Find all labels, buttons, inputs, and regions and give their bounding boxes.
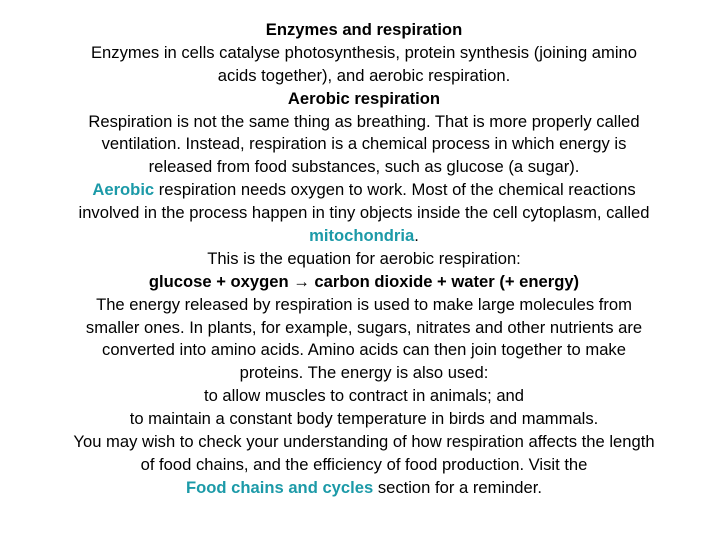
mitochondria-keyword: mitochondria bbox=[309, 226, 415, 246]
para1-line-3: released from food substances, such as glucose (a sugar). bbox=[148, 157, 580, 177]
para2-line-1-text: respiration needs oxygen to work. Most of the chemical reactions bbox=[154, 180, 636, 200]
food-chains-link[interactable]: Food chains and cycles bbox=[186, 477, 374, 497]
closing-line-3-text: section for a reminder. bbox=[373, 477, 542, 497]
equation-intro: This is the equation for aerobic respiration: bbox=[207, 248, 521, 268]
para1-line-2: ventilation. Instead, respiration is a chemical process in which energy is bbox=[101, 134, 627, 154]
para2-line-3-punct: . bbox=[414, 226, 419, 246]
energy-use-2: to maintain a constant body temperature in birds and mammals. bbox=[129, 409, 599, 429]
closing-line-3 bbox=[0, 477, 728, 500]
para3-line-4: proteins. The energy is also used: bbox=[239, 363, 489, 383]
para1-line-1: Respiration is not the same thing as breathing. That is more properly called bbox=[88, 111, 640, 131]
document-title: Enzymes and respiration bbox=[265, 20, 463, 39]
energy-use-1: to allow muscles to contract in animals; and bbox=[203, 386, 525, 406]
para2-line-3 bbox=[0, 225, 728, 248]
para3-line-2: smaller ones. In plants, for example, sugars, nitrates and other nutrients are bbox=[85, 317, 643, 337]
aerobic-keyword: Aerobic bbox=[92, 180, 155, 200]
closing-line-2: of food chains, and the efficiency of food production. Visit the bbox=[140, 454, 588, 474]
closing-line-1: You may wish to check your understanding of how respiration affects the length bbox=[73, 432, 655, 452]
section-heading: Aerobic respiration bbox=[287, 88, 441, 108]
para3-line-1: The energy released by respiration is used to make large molecules from bbox=[96, 294, 632, 314]
para3-line-3: converted into amino acids. Amino acids can then join together to make bbox=[102, 340, 626, 360]
intro-line-1: Enzymes in cells catalyse photosynthesis, protein synthesis (joining amino bbox=[90, 42, 637, 62]
para2-line-2: involved in the process happen in tiny objects inside the cell cytoplasm, called bbox=[78, 203, 650, 223]
intro-line-2: acids together), and aerobic respiration. bbox=[217, 65, 511, 85]
respiration-equation: glucose + oxygen → carbon dioxide + water (+ energy) bbox=[148, 271, 580, 291]
para2-line-1 bbox=[0, 179, 728, 202]
